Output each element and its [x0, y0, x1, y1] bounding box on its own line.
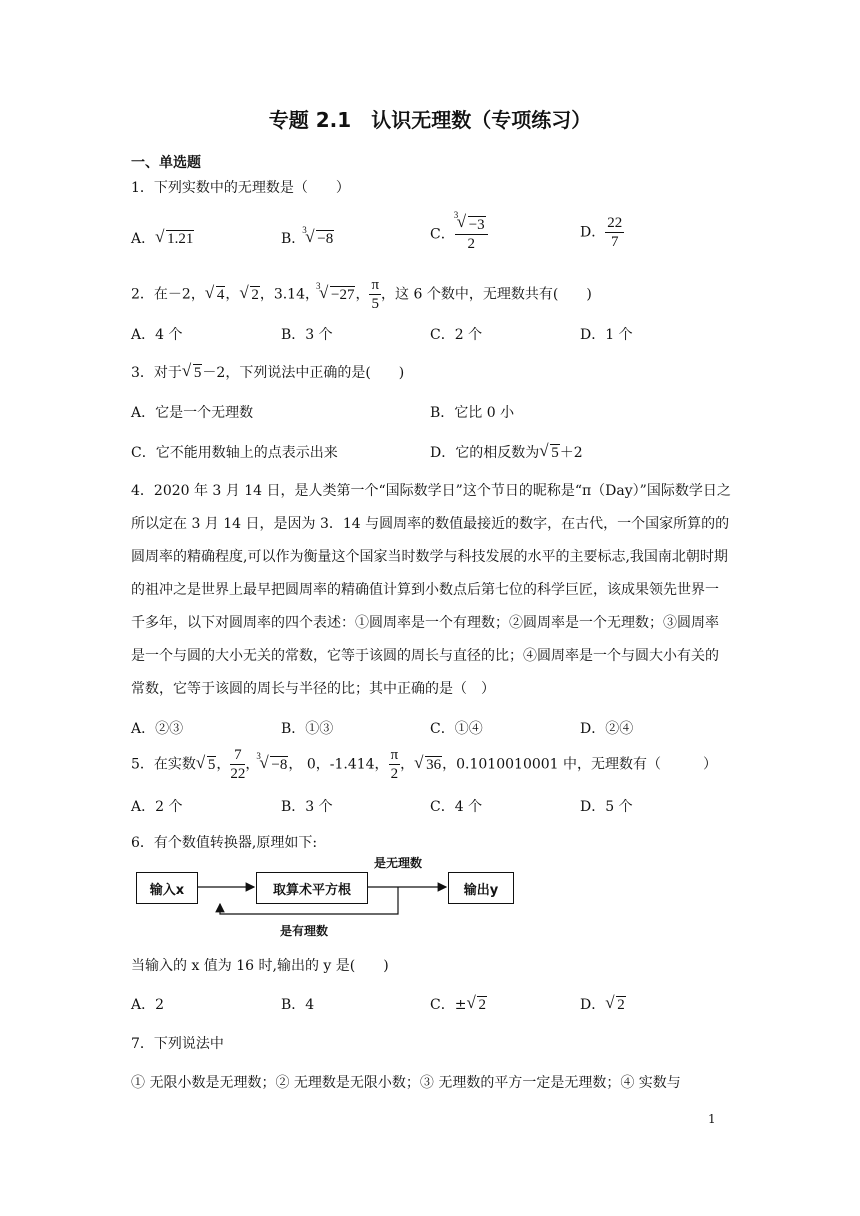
- q4-option-c: C．①④: [430, 721, 483, 737]
- q6-option-b: B．4: [281, 997, 315, 1013]
- q2-option-c: C．2 个: [430, 327, 483, 343]
- question-4-text: 4．2020 年 3 月 14 日，是人类第一个“国际数学日”这个节日的昵称是“π（Day）”国际数学日之所以定在 3 月 14 日，是因为 3．14 与圆周率的数值最接近的数字，在古代，一个国家所算的的圆周率的精确程度,可以作为衡量这个国家当时数学与科技发展的水平的主要标志,我国南北朝时期的祖冲之是世界上最早把圆周率的精确值计算到小数点后第七位的科学巨匠，该成果领先世界一千多年，以下对圆周率的四个表述：①圆周率是一个有理数；②圆周率是一个无理数；③圆周率是一个与圆的大小无关的常数，它等于该圆的周长与直径的比；④圆周率是一个与圆大小有关的常数，它等于该圆的周长与半径的比；其中正确的是（ ）: [131, 483, 731, 697]
- section-heading: 一、单选题: [131, 155, 201, 171]
- q2-option-b: B．3 个: [281, 327, 333, 343]
- question-5-stem: 5．在实数 √ 5， $\frac{7}{22}$ ， 3 √ −8， 0，-1.414， $\frac{\pi}{2}$ ， √ 36，0.1010010001 中，无理数有（ ）: [131, 747, 718, 782]
- q5-option-c: C．4 个: [430, 799, 483, 815]
- q4-option-b: B．①③: [281, 721, 334, 737]
- q4-option-d: D．②④: [580, 721, 634, 737]
- question-6-stem: 6．有个数值转换器,原理如下:: [131, 835, 318, 851]
- page-number: 1: [708, 1112, 716, 1126]
- rational-label: 是有理数: [280, 924, 329, 938]
- q1-option-d: D． $\frac{22}{7}$: [580, 215, 623, 250]
- q2-option-d: D．1 个: [580, 327, 633, 343]
- question-2-stem: 2．在－2， √ 4， √ 2，3.14， 3 √ −27， $\frac{\pi}{5}$ ，这 6 个数中，无理数共有( ): [131, 277, 592, 312]
- q6-option-a: A．2: [131, 997, 165, 1013]
- q1-option-a: A． √ 1.21: [131, 227, 194, 247]
- q6-option-d: D． √ 2: [580, 993, 625, 1013]
- question-7-statements: ① 无限小数是无理数；② 无理数是无限小数；③ 无理数的平方一定是无理数；④ 实数与: [131, 1075, 681, 1091]
- q4-option-a: A．②③: [131, 721, 184, 737]
- q3-option-a: A．它是一个无理数: [131, 405, 254, 421]
- question-7-stem: 7．下列说法中: [131, 1036, 224, 1052]
- sqrt-box: 取算术平方根: [256, 872, 368, 904]
- q6-option-c: C．± √ 2: [430, 993, 486, 1013]
- flowchart-arrows: [136, 862, 516, 942]
- q3-option-c: C．它不能用数轴上的点表示出来: [131, 445, 338, 461]
- converter-flowchart: [136, 856, 516, 942]
- output-box: 输出y: [448, 872, 514, 904]
- q3-option-d: D．它的相反数为 √ 5＋2: [430, 441, 583, 461]
- q5-option-d: D．5 个: [580, 799, 633, 815]
- question-6-question: 当输入的 x 值为 16 时,输出的 y 是( ): [131, 958, 389, 974]
- input-box: 输入x: [136, 872, 198, 904]
- q5-option-b: B．3 个: [281, 799, 333, 815]
- question-1-stem: 1．下列实数中的无理数是（ ）: [131, 180, 350, 196]
- q5-option-a: A．2 个: [131, 799, 183, 815]
- page-title: 专题 2.1 认识无理数（专项练习）: [268, 108, 592, 132]
- q1-option-b: B． 3 √ −8: [281, 225, 334, 247]
- q2-option-a: A．4 个: [131, 327, 183, 343]
- irrational-label: 是无理数: [374, 856, 423, 870]
- q1-option-c: C． 3 √ −3 2: [430, 216, 488, 253]
- question-3-stem: 3．对于 √ 5－2，下列说法中正确的是( ): [131, 361, 405, 381]
- q3-option-b: B．它比 0 小: [430, 405, 515, 421]
